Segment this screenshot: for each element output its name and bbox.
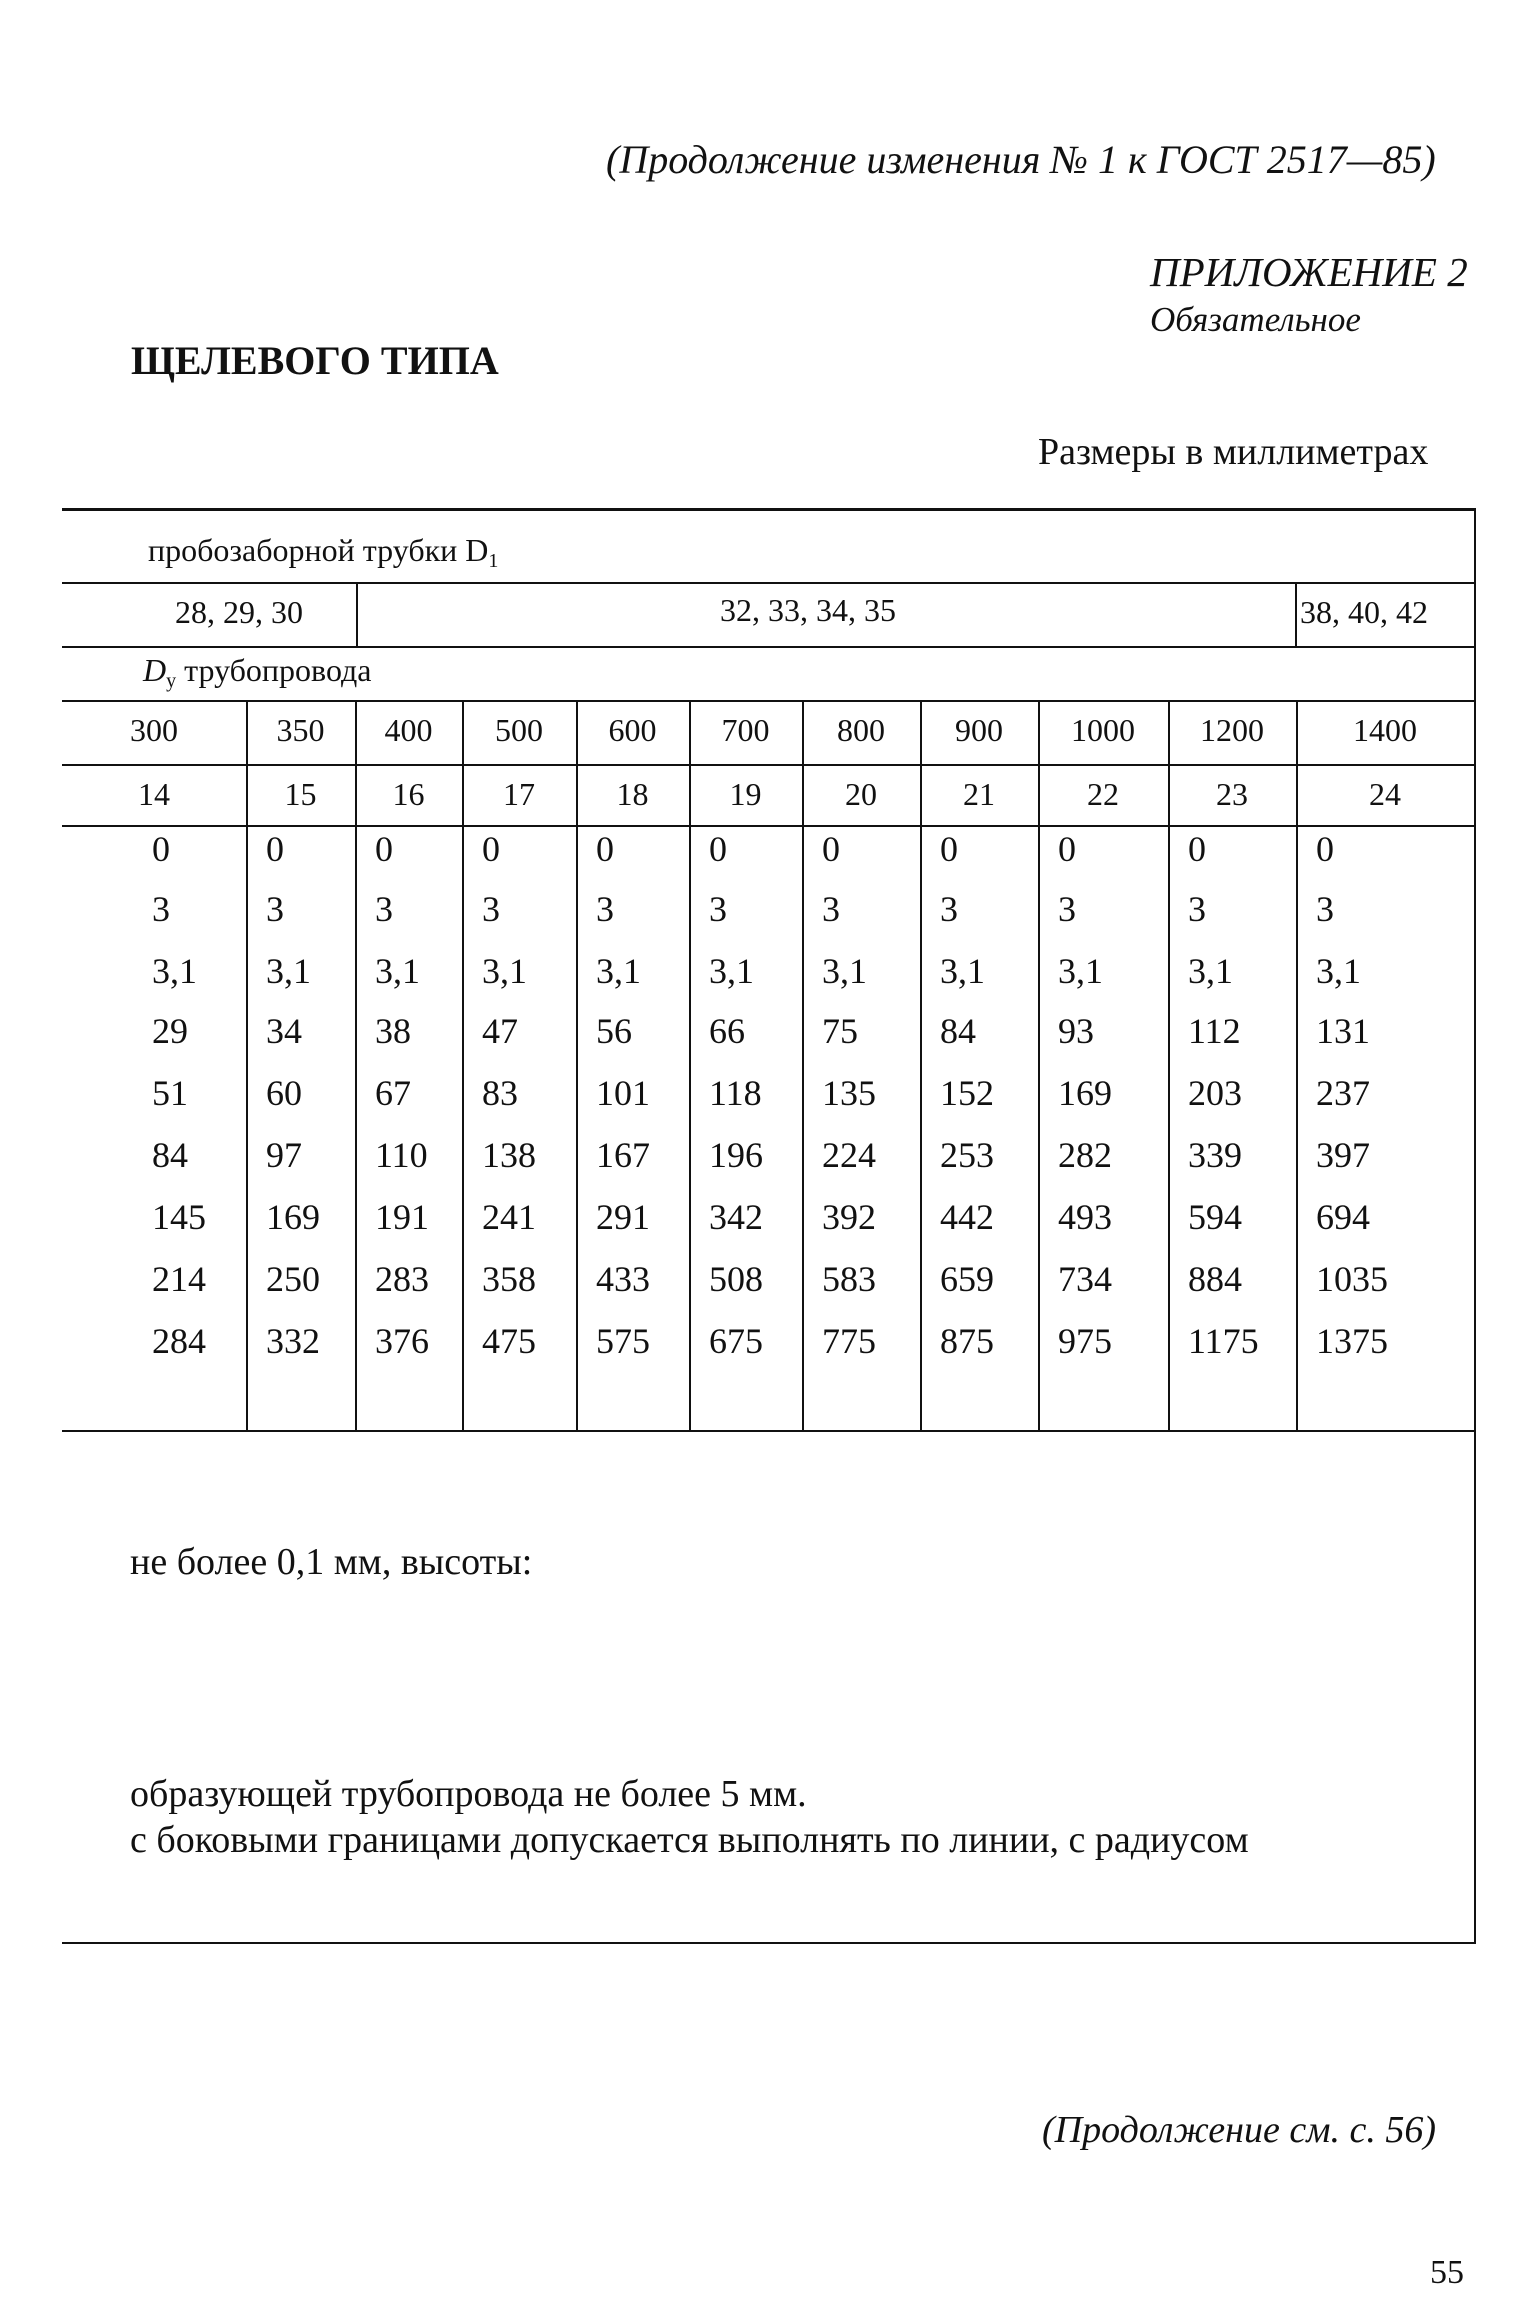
table-cell: 3 <box>152 889 170 929</box>
table-rule <box>1168 700 1170 1430</box>
table-rule <box>62 646 1476 648</box>
column-number: 19 <box>729 776 762 812</box>
table-cell: 475 <box>482 1321 536 1361</box>
table-cell: 101 <box>596 1073 650 1113</box>
table-cell: 3,1 <box>596 951 641 991</box>
table-cell: 493 <box>1058 1197 1112 1237</box>
table-cell: 659 <box>940 1259 994 1299</box>
units-note: Размеры в миллиметрах <box>1038 431 1429 473</box>
table-cell: 3,1 <box>940 951 985 991</box>
dy-cell: 300 <box>130 712 178 748</box>
column-number: 18 <box>616 776 649 812</box>
table-cell: 34 <box>266 1011 302 1051</box>
table-cell: 3 <box>375 889 393 929</box>
table-cell: 282 <box>1058 1135 1112 1175</box>
continuation-header: (Продолжение изменения № 1 к ГОСТ 2517—85) <box>606 137 1436 182</box>
table-cell: 138 <box>482 1135 536 1175</box>
table-cell: 3,1 <box>822 951 867 991</box>
table-cell: 93 <box>1058 1011 1094 1051</box>
probe-header <box>148 532 498 573</box>
dy-cell: 900 <box>955 712 1003 748</box>
column-number: 14 <box>138 776 170 812</box>
table-cell: 224 <box>822 1135 876 1175</box>
table-rule <box>62 1430 1476 1432</box>
table-cell: 283 <box>375 1259 429 1299</box>
column-number: 22 <box>1087 776 1119 812</box>
dy-cell: 500 <box>495 712 543 748</box>
table-cell: 60 <box>266 1073 302 1113</box>
table-cell: 0 <box>1188 829 1206 869</box>
table-cell: 3 <box>596 889 614 929</box>
table-cell: 433 <box>596 1259 650 1299</box>
column-number: 15 <box>284 776 317 812</box>
table-cell: 0 <box>940 829 958 869</box>
table-cell: 97 <box>266 1135 302 1175</box>
table-rule <box>62 764 1476 766</box>
table-cell: 339 <box>1188 1135 1242 1175</box>
table-cell: 237 <box>1316 1073 1370 1113</box>
table-cell: 29 <box>152 1011 188 1051</box>
table-cell: 291 <box>596 1197 650 1237</box>
table-cell: 203 <box>1188 1073 1242 1113</box>
table-cell: 3,1 <box>1058 951 1103 991</box>
probe-group-2: 32, 33, 34, 35 <box>720 592 896 628</box>
table-cell: 145 <box>152 1197 206 1237</box>
table-cell: 775 <box>822 1321 876 1361</box>
table-cell: 47 <box>482 1011 518 1051</box>
table-cell: 191 <box>375 1197 429 1237</box>
table-cell: 0 <box>596 829 614 869</box>
table-cell: 342 <box>709 1197 763 1237</box>
column-number: 17 <box>503 776 535 812</box>
table-cell: 0 <box>822 829 840 869</box>
table-rule <box>62 825 1476 827</box>
table-cell: 3,1 <box>482 951 527 991</box>
table-cell: 975 <box>1058 1321 1112 1361</box>
table-cell: 594 <box>1188 1197 1242 1237</box>
section-heading: ЩЕЛЕВОГО ТИПА <box>131 338 499 383</box>
table-cell: 734 <box>1058 1259 1112 1299</box>
table-cell: 214 <box>152 1259 206 1299</box>
table-cell: 3 <box>1058 889 1076 929</box>
table-rule <box>62 582 1476 584</box>
table-rule <box>62 700 1476 702</box>
continuation-footer: (Продолжение см. с. 56) <box>1042 2109 1437 2151</box>
table-cell: 0 <box>152 829 170 869</box>
table-cell: 583 <box>822 1259 876 1299</box>
probe-group-1: 28, 29, 30 <box>175 594 303 630</box>
dy-cell: 400 <box>384 712 433 748</box>
table-cell: 3,1 <box>709 951 754 991</box>
table-cell: 167 <box>596 1135 650 1175</box>
table-cell: 3 <box>1188 889 1206 929</box>
pipe-header-sub: у <box>166 670 177 692</box>
table-cell: 241 <box>482 1197 536 1237</box>
dy-cell: 1000 <box>1071 712 1135 748</box>
probe-group-3: 38, 40, 42 <box>1300 594 1428 630</box>
table-cell: 884 <box>1188 1259 1242 1299</box>
appendix-title: ПРИЛОЖЕНИЕ 2 <box>1150 249 1468 295</box>
pipe-header <box>143 652 372 693</box>
dy-cell: 600 <box>608 712 657 748</box>
table-cell: 131 <box>1316 1011 1370 1051</box>
page-number: 55 <box>1430 2254 1464 2291</box>
note-line-1: не более 0,1 мм, высоты: <box>130 1541 533 1583</box>
table-rule <box>356 582 358 646</box>
table-cell: 397 <box>1316 1135 1370 1175</box>
table-cell: 442 <box>940 1197 994 1237</box>
table-cell: 358 <box>482 1259 536 1299</box>
table-rule <box>1295 582 1297 646</box>
table-cell: 3,1 <box>266 951 311 991</box>
pipe-header-rest: трубопровода <box>176 652 372 688</box>
table-cell: 1375 <box>1316 1321 1388 1361</box>
table-cell: 3,1 <box>152 951 197 991</box>
table-cell: 38 <box>375 1011 411 1051</box>
table-cell: 250 <box>266 1259 320 1299</box>
dy-cell: 350 <box>276 712 325 748</box>
dy-cell: 1200 <box>1200 712 1264 748</box>
table-cell: 169 <box>1058 1073 1112 1113</box>
table-cell: 0 <box>266 829 284 869</box>
pipe-header-symbol: D <box>143 652 167 688</box>
column-number: 20 <box>845 776 877 812</box>
table-cell: 0 <box>1316 829 1334 869</box>
table-cell: 0 <box>709 829 727 869</box>
dy-cell: 800 <box>837 712 885 748</box>
table-cell: 508 <box>709 1259 763 1299</box>
table-cell: 284 <box>152 1321 206 1361</box>
table-rule <box>62 508 1476 511</box>
column-number: 23 <box>1216 776 1248 812</box>
table-cell: 83 <box>482 1073 518 1113</box>
table-cell: 0 <box>1058 829 1076 869</box>
table-cell: 169 <box>266 1197 320 1237</box>
table-cell: 3,1 <box>1188 951 1233 991</box>
column-number: 24 <box>1369 776 1401 812</box>
table-cell: 1035 <box>1316 1259 1388 1299</box>
table-cell: 112 <box>1188 1011 1241 1051</box>
table-cell: 253 <box>940 1135 994 1175</box>
table-cell: 75 <box>822 1011 858 1051</box>
table-cell: 3,1 <box>375 951 420 991</box>
table-cell: 51 <box>152 1073 188 1113</box>
table-cell: 3 <box>709 889 727 929</box>
dy-cell: 700 <box>721 712 770 748</box>
table-cell: 875 <box>940 1321 994 1361</box>
table-cell: 694 <box>1316 1197 1370 1237</box>
table-cell: 3 <box>1316 889 1334 929</box>
table-cell: 56 <box>596 1011 632 1051</box>
table-cell: 3 <box>482 889 500 929</box>
table-cell: 575 <box>596 1321 650 1361</box>
probe-header-text: пробозаборной трубки D <box>148 532 489 568</box>
table-cell: 1175 <box>1188 1321 1259 1361</box>
table-cell: 0 <box>482 829 500 869</box>
table-cell: 675 <box>709 1321 763 1361</box>
table-cell: 376 <box>375 1321 429 1361</box>
table-cell: 332 <box>266 1321 320 1361</box>
table-cell: 110 <box>375 1135 428 1175</box>
table-cell: 0 <box>375 829 393 869</box>
table-cell: 196 <box>709 1135 763 1175</box>
table-cell: 135 <box>822 1073 876 1113</box>
table-cell: 84 <box>940 1011 976 1051</box>
probe-header-sub: 1 <box>488 550 499 572</box>
table-cell: 118 <box>709 1073 762 1113</box>
table-rule <box>62 1942 1476 1944</box>
table-cell: 84 <box>152 1135 188 1175</box>
table-cell: 67 <box>375 1073 411 1113</box>
table-cell: 392 <box>822 1197 876 1237</box>
column-number: 21 <box>963 776 995 812</box>
note-line-3: с боковыми границами допускается выполнять по линии, с радиусом <box>130 1819 1249 1861</box>
table-rule <box>1296 700 1298 1430</box>
appendix-subtitle: Обязательное <box>1150 300 1361 339</box>
table-cell: 3 <box>266 889 284 929</box>
column-number: 16 <box>392 776 425 812</box>
table-cell: 3 <box>940 889 958 929</box>
dy-cell: 1400 <box>1353 712 1417 748</box>
table-rule <box>1474 508 1476 1944</box>
table-cell: 152 <box>940 1073 994 1113</box>
note-line-2: образующей трубопровода не более 5 мм. <box>130 1773 807 1815</box>
table-cell: 66 <box>709 1011 745 1051</box>
table-cell: 3,1 <box>1316 951 1361 991</box>
table-cell: 3 <box>822 889 840 929</box>
